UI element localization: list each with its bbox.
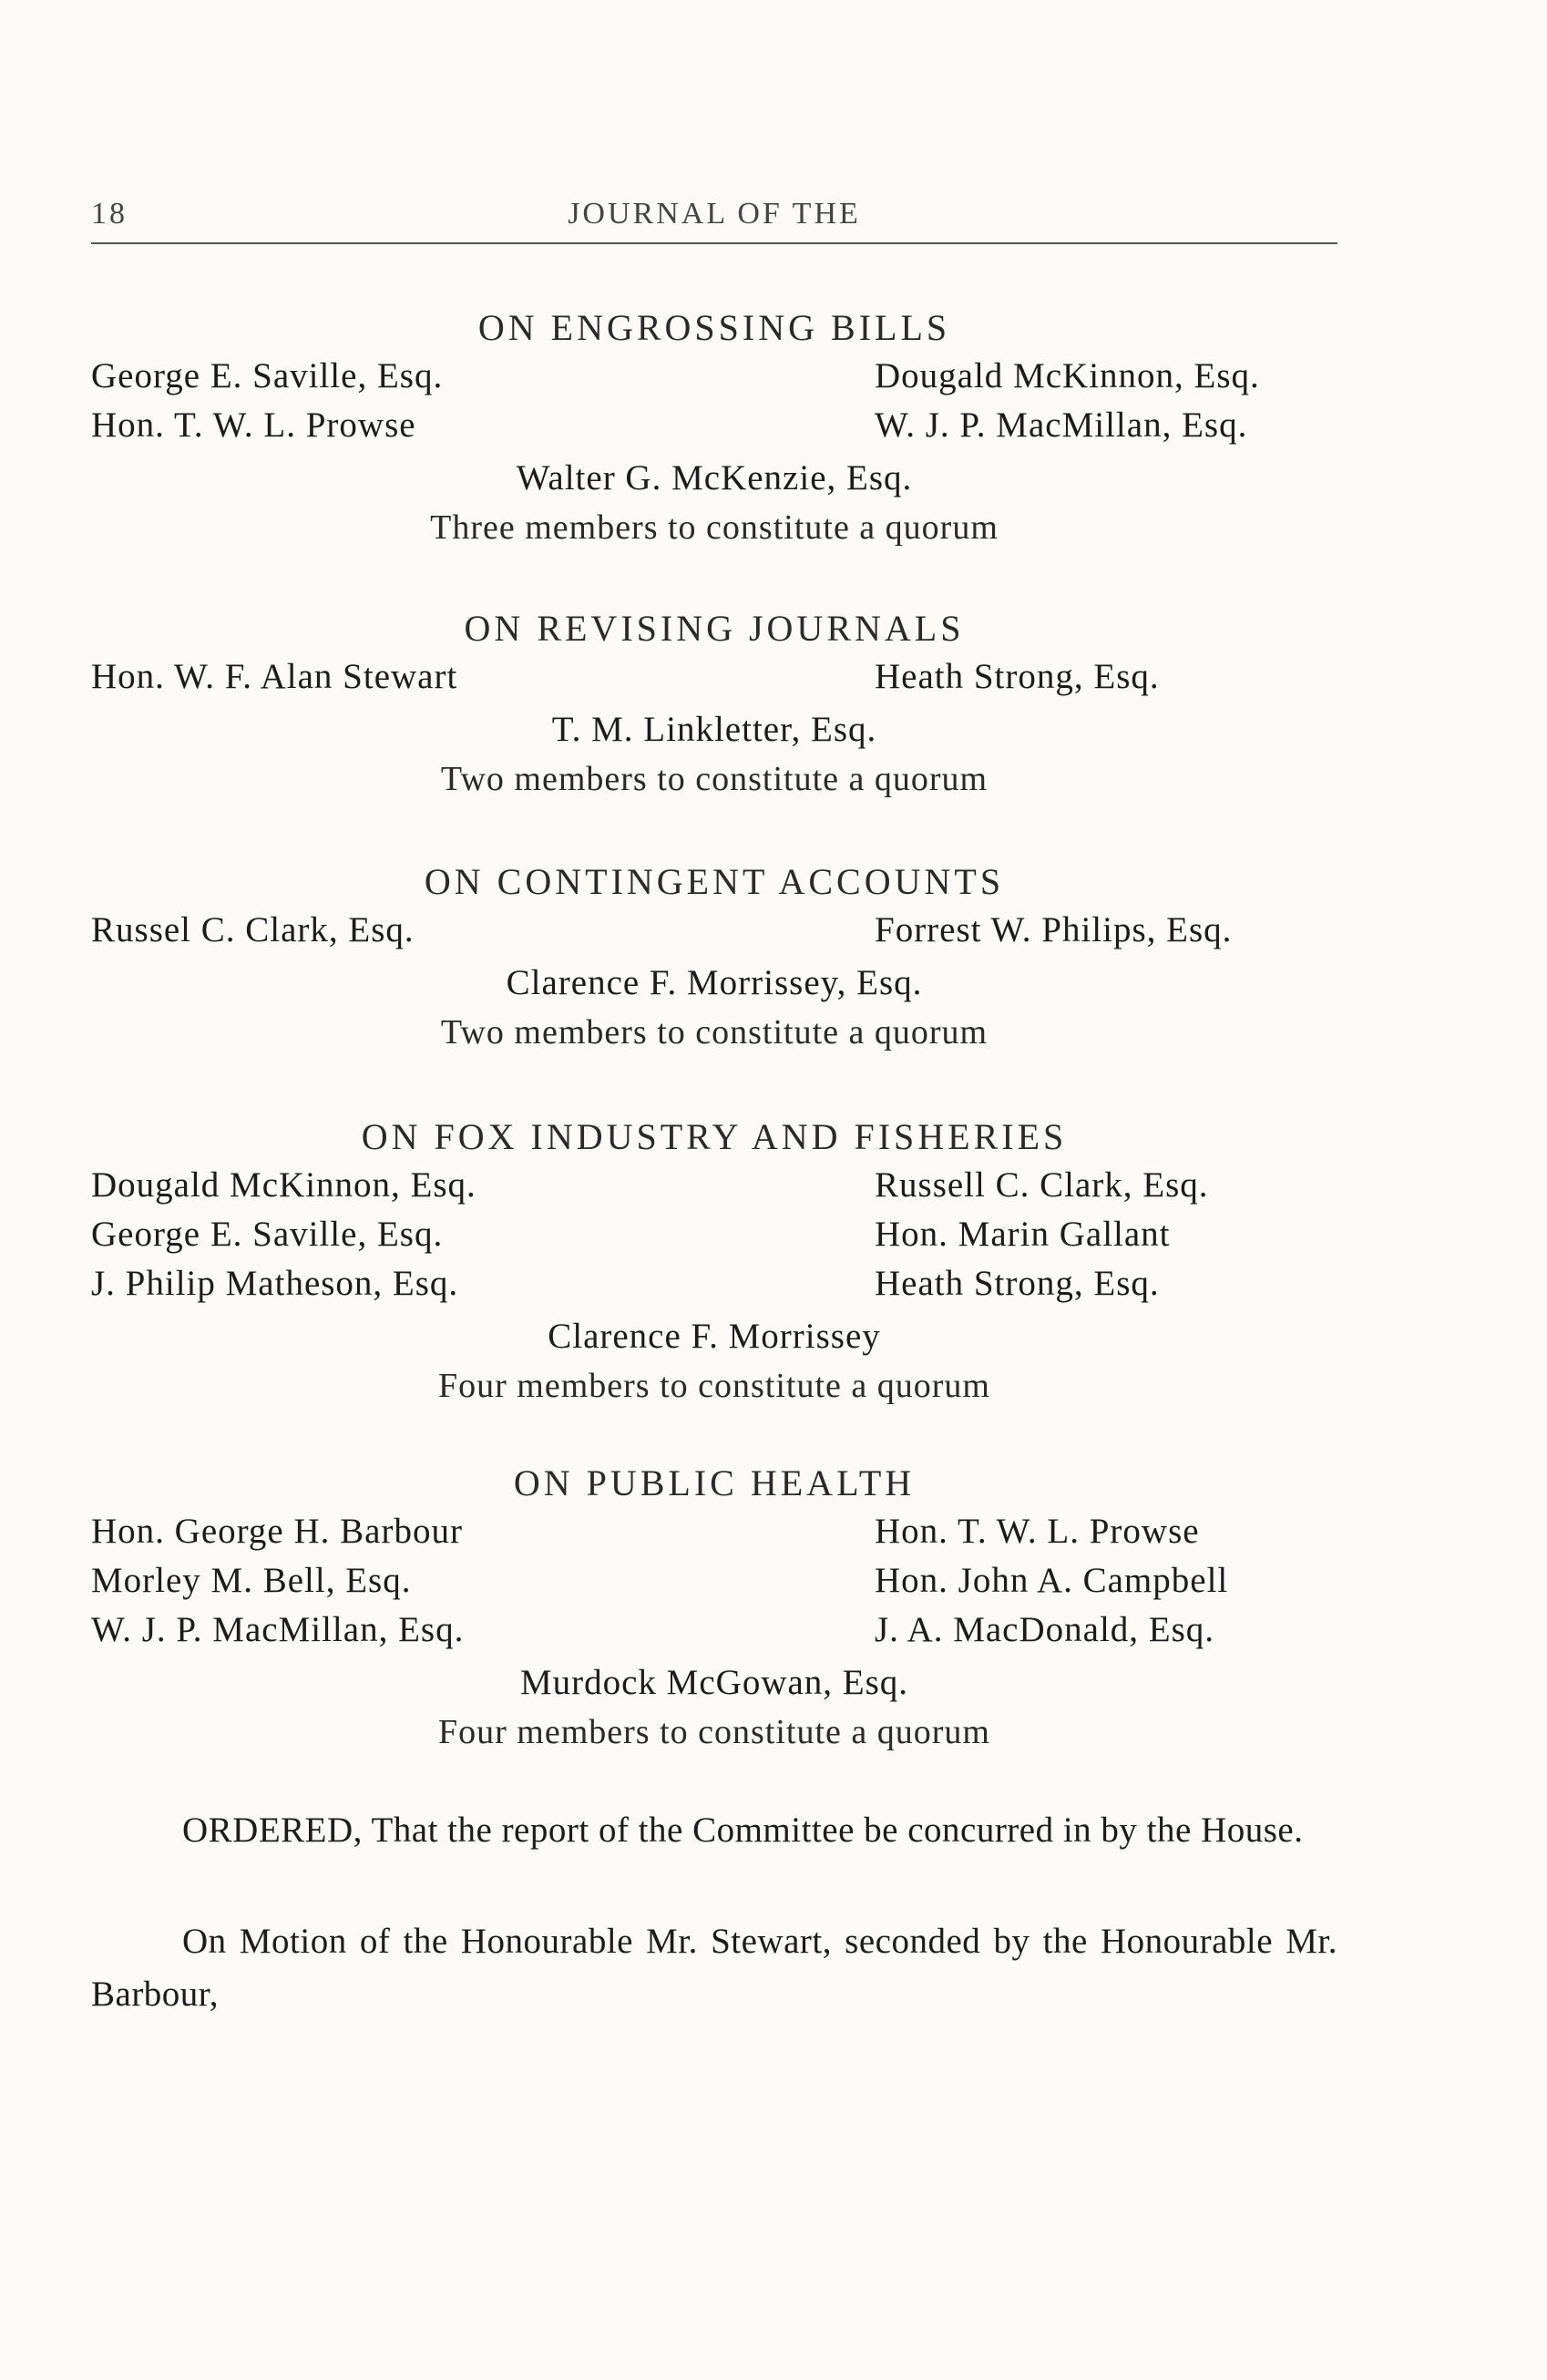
quorum-note: Two members to constitute a quorum	[440, 1013, 989, 1052]
member-name: Dougald McKinnon, Esq.	[91, 1165, 476, 1205]
member-name: Hon. W. F. Alan Stewart	[91, 657, 458, 696]
committee-heading: ON PUBLIC HEALTH	[513, 1462, 916, 1503]
member-name: Hon. T. W. L. Prowse	[875, 1512, 1200, 1551]
member-name-centered: Clarence F. Morrissey	[548, 1317, 881, 1356]
committee-revising-journals	[91, 601, 1337, 804]
member-name-centered: Walter G. McKenzie, Esq.	[516, 458, 913, 498]
committee-heading: ON FOX INDUSTRY AND FISHERIES	[361, 1116, 1068, 1157]
running-title: JOURNAL OF THE	[568, 197, 861, 231]
member-name: Russell C. Clark, Esq.	[875, 1165, 1209, 1205]
member-name-centered: Murdock McGowan, Esq.	[519, 1663, 909, 1702]
member-row	[91, 1560, 1337, 1609]
member-name: Heath Strong, Esq.	[875, 657, 1160, 696]
quorum-note: Three members to constitute a quorum	[430, 508, 999, 547]
member-row	[91, 1511, 1337, 1560]
member-row	[91, 1164, 1337, 1214]
member-name: Hon. Marin Gallant	[875, 1215, 1171, 1254]
member-name: Russel C. Clark, Esq.	[91, 910, 415, 949]
member-name: Forrest W. Philips, Esq.	[875, 910, 1233, 949]
member-row	[91, 1263, 1337, 1312]
ordered-paragraph	[91, 1804, 1337, 1857]
running-header	[91, 191, 1337, 244]
member-name: George E. Saville, Esq.	[91, 356, 444, 395]
committee-heading: ON REVISING JOURNALS	[464, 608, 965, 649]
committee-fox-industry-fisheries	[91, 1110, 1337, 1411]
member-row	[91, 1214, 1337, 1263]
member-row	[91, 656, 1337, 705]
page-number: 18	[91, 197, 128, 231]
member-name: Hon. John A. Campbell	[875, 1561, 1229, 1600]
committee-engrossing-bills	[91, 301, 1337, 552]
member-name: Dougald McKinnon, Esq.	[875, 356, 1260, 395]
member-name: J. Philip Matheson, Esq.	[91, 1264, 459, 1303]
member-name: W. J. P. MacMillan, Esq.	[91, 1610, 465, 1649]
committee-heading: ON ENGROSSING BILLS	[477, 307, 951, 348]
member-row	[91, 909, 1337, 959]
member-name: Hon. T. W. L. Prowse	[91, 405, 416, 445]
paragraph-text: ORDERED, That the report of the Committee be concurred in by the House.	[182, 1811, 1304, 1850]
quorum-note: Four members to constitute a quorum	[438, 1713, 990, 1751]
member-row	[91, 405, 1337, 454]
member-row	[91, 355, 1337, 405]
member-name: Heath Strong, Esq.	[875, 1264, 1160, 1303]
committee-heading: ON CONTINGENT ACCOUNTS	[424, 861, 1005, 902]
quorum-note: Four members to constitute a quorum	[438, 1367, 990, 1405]
paragraph-text: On Motion of the Honourable Mr. Stewart, seconded by the Honourable Mr. Barbour,	[91, 1922, 1337, 2014]
member-name-centered: Clarence F. Morrissey, Esq.	[506, 963, 923, 1002]
member-name: W. J. P. MacMillan, Esq.	[875, 405, 1248, 445]
committee-contingent-accounts	[91, 855, 1337, 1057]
member-name-centered: T. M. Linkletter, Esq.	[551, 710, 877, 749]
member-name: J. A. MacDonald, Esq.	[875, 1610, 1215, 1649]
motion-paragraph	[91, 1915, 1337, 2021]
member-name: George E. Saville, Esq.	[91, 1215, 444, 1254]
member-row	[91, 1609, 1337, 1658]
quorum-note: Two members to constitute a quorum	[440, 760, 989, 798]
member-name: Morley M. Bell, Esq.	[91, 1561, 412, 1600]
member-name: Hon. George H. Barbour	[91, 1512, 463, 1551]
committee-public-health	[91, 1456, 1337, 1757]
